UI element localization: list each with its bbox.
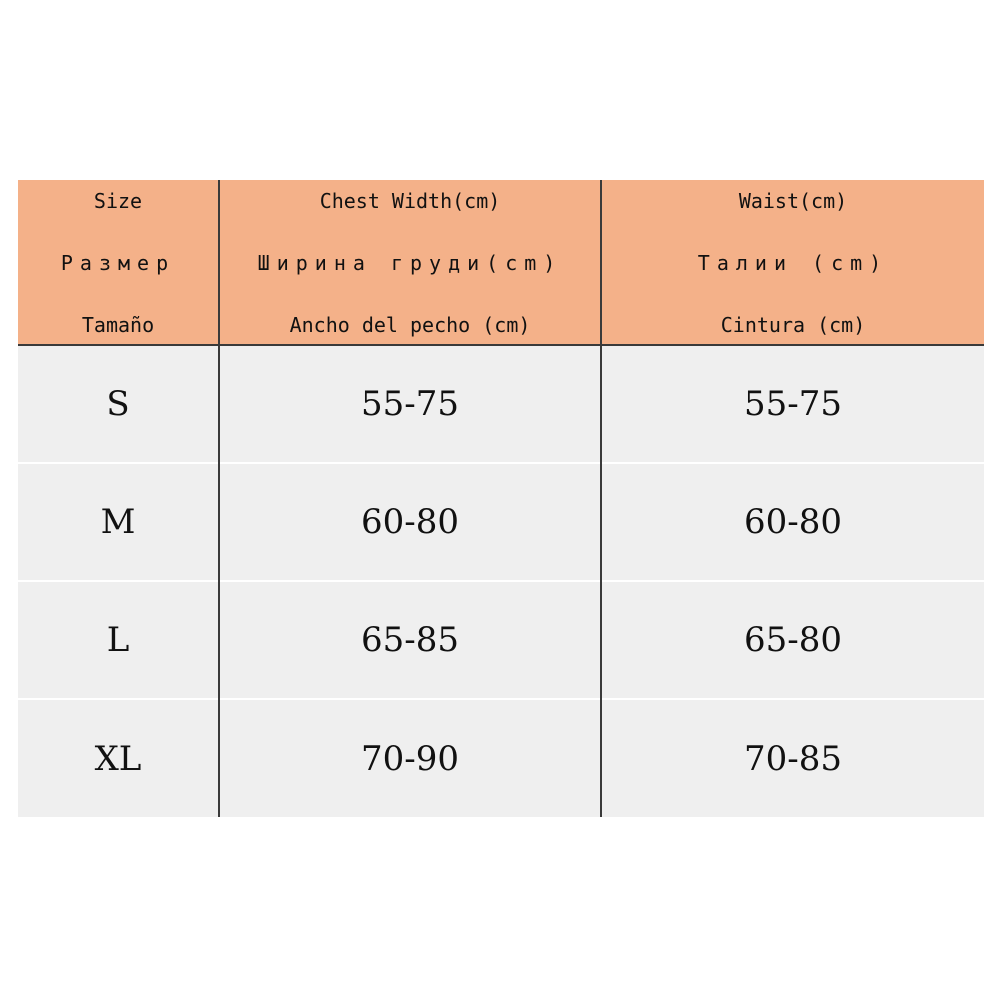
cell-chest-width: 65-85 xyxy=(219,581,601,699)
cell-chest-width: 70-90 xyxy=(219,699,601,817)
header-row xyxy=(18,180,984,345)
header-waist-ru: Талии (cm) xyxy=(697,251,889,275)
cell-waist: 60-80 xyxy=(601,463,984,581)
cell-size: M xyxy=(100,502,136,542)
size-chart-header xyxy=(18,180,984,345)
header-waist-en: Waist(cm) xyxy=(738,189,848,213)
header-chest-width xyxy=(219,180,601,345)
cell-size: S xyxy=(106,384,130,424)
table-row-s xyxy=(18,345,984,463)
cell-chest-width: 55-75 xyxy=(219,345,601,463)
cell-size: L xyxy=(106,620,130,660)
header-chest-es: Ancho del pecho (cm) xyxy=(289,313,531,337)
size-chart-table xyxy=(18,180,984,817)
table-row-l xyxy=(18,581,984,699)
cell-size: XL xyxy=(94,738,142,779)
header-size-en: Size xyxy=(93,189,143,213)
header-size-ru: Размер xyxy=(60,251,176,275)
size-chart-body xyxy=(18,345,984,817)
cell-chest-width: 60-80 xyxy=(219,463,601,581)
cell-waist: 55-75 xyxy=(601,345,984,463)
cell-waist: 65-80 xyxy=(601,581,984,699)
table-row-xl xyxy=(18,699,984,817)
cell-waist: 70-85 xyxy=(601,699,984,817)
header-size xyxy=(18,180,219,345)
header-chest-en: Chest Width(cm) xyxy=(319,189,501,213)
header-waist-es: Cintura (cm) xyxy=(720,313,866,337)
header-size-es: Tamaño xyxy=(81,313,155,337)
header-waist xyxy=(601,180,984,345)
table-row-m xyxy=(18,463,984,581)
header-chest-ru: Ширина груди(cm) xyxy=(257,251,563,275)
